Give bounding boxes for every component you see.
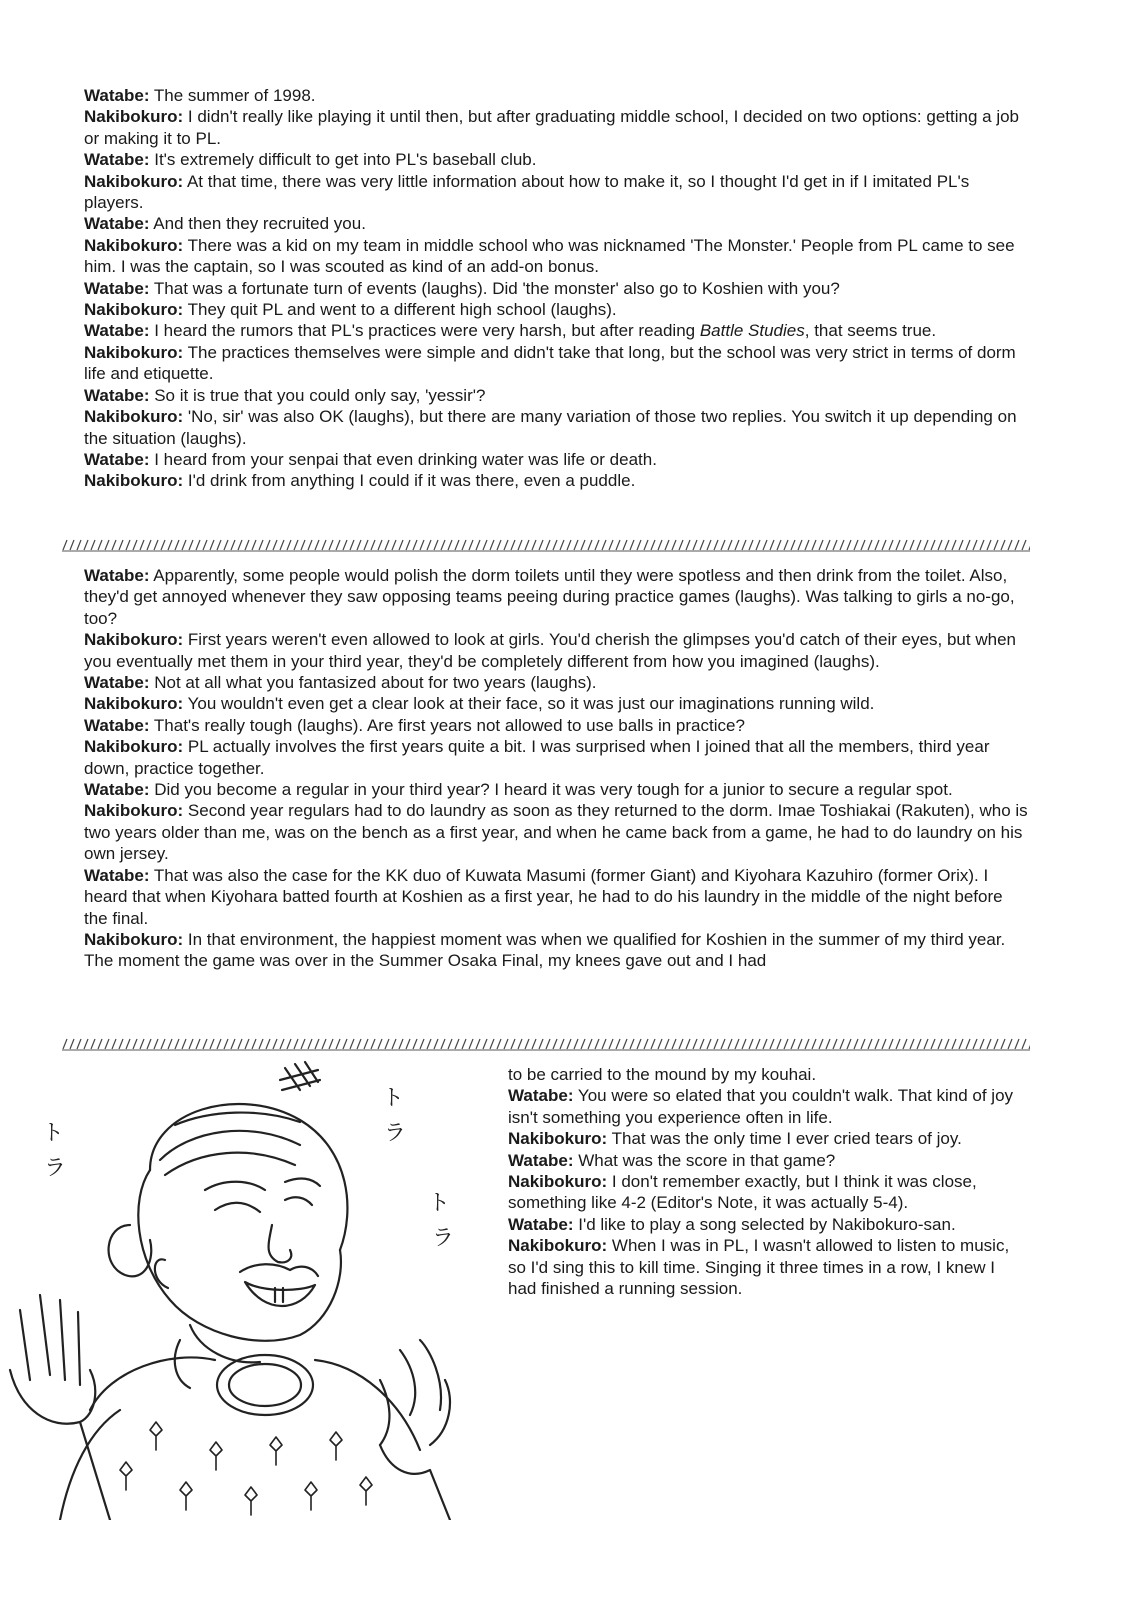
dialogue-line xyxy=(84,629,1029,672)
dialogue-text: I'd drink from anything I could if it was there, even a puddle. xyxy=(183,471,636,491)
speaker-name: Watabe: xyxy=(84,449,150,469)
speaker-name: Nakibokuro: xyxy=(508,1172,608,1192)
speaker-name: Watabe: xyxy=(84,214,150,234)
dialogue-text: I'd like to play a song selected by Nakibokuro-san. xyxy=(573,1214,956,1234)
dialogue-text: That's really tough (laughs). Are first years not allowed to use balls in practice? xyxy=(149,715,745,735)
dialogue-text: That was a fortunate turn of events (laughs). Did 'the monster' also go to Koshien with you? xyxy=(149,278,840,298)
laughing-man-illustration xyxy=(0,1050,495,1520)
dialogue-text: 'No, sir' was also OK (laughs), but there are many variation of those two replies. You switch it up depending on the situation (laughs). xyxy=(84,407,1017,448)
speaker-name: Watabe: xyxy=(508,1150,574,1170)
dialogue-text: I don't remember exactly, but I think it was close, something like 4-2 (Editor's Note, it was actually 5-4). xyxy=(508,1172,977,1213)
speaker-name: Nakibokuro: xyxy=(508,1129,608,1149)
dialogue-text: What was the score in that game? xyxy=(573,1150,836,1170)
dialogue-text: You were so elated that you couldn't walk. That kind of joy isn't something you experience often in life. xyxy=(508,1086,1014,1127)
dialogue-text: The practices themselves were simple and didn't take that long, but the school was very strict in terms of dorm life and etiquette. xyxy=(84,342,1016,384)
dialogue-line xyxy=(84,406,1029,449)
speaker-name: Nakibokuro: xyxy=(84,171,184,191)
dialogue-text: That was the only time I ever cried tears of joy. xyxy=(607,1129,962,1149)
dialogue-text: First years weren't even allowed to look at girls. You'd cherish the glimpses you'd catch of their eyes, but when you eventually met them in your third year, they'd be completely different from how you imagined (laughs). xyxy=(84,630,1016,671)
speaker-name: Watabe: xyxy=(84,865,150,885)
dialogue-text: The summer of 1998. xyxy=(149,86,316,105)
dialogue-text: PL actually involves the first years quite a bit. I was surprised when I joined that all the members, third year down, practice together. xyxy=(84,737,990,778)
sfx-katakana: ラ xyxy=(384,1121,407,1146)
dialogue-text: I heard the rumors that PL's practices were very harsh, but after reading xyxy=(149,321,700,341)
dialogue-line xyxy=(84,171,1029,214)
dialogue-text: Did you become a regular in your third year? I heard it was very tough for a junior to secure a regular spot. xyxy=(149,780,953,800)
dialogue-line xyxy=(508,1150,1028,1171)
dialogue-text: They quit PL and went to a different high school (laughs). xyxy=(183,300,617,320)
speaker-name: Nakibokuro: xyxy=(84,300,184,320)
dialogue-line xyxy=(84,449,1029,470)
interview-section-3 xyxy=(508,1064,1028,1299)
speaker-name: Nakibokuro: xyxy=(84,407,184,427)
dialogue-text: I heard from your senpai that even drinking water was life or death. xyxy=(149,449,657,469)
dialogue-line xyxy=(84,235,1029,278)
speaker-name: Nakibokuro: xyxy=(84,235,184,255)
interview-section-2 xyxy=(84,565,1029,972)
dialogue-line xyxy=(84,693,1029,714)
dialogue-line xyxy=(84,299,1029,320)
dialogue-text: , that seems true. xyxy=(804,321,937,341)
dialogue-line xyxy=(84,106,1029,149)
speaker-name: Watabe: xyxy=(508,1214,574,1234)
speaker-name: Watabe: xyxy=(508,1086,574,1106)
sfx-katakana: ト xyxy=(382,1086,405,1111)
dialogue-text: In that environment, the happiest moment was when we qualified for Koshien in the summer of my third year. The moment the game was over in the Summer Osaka Final, my knees gave out and I had xyxy=(84,929,1006,971)
dialogue-text: There was a kid on my team in middle school who was nicknamed 'The Monster.' People from PL came to see him. I was the captain, so I was scouted as kind of an add-on bonus. xyxy=(84,235,1015,277)
dialogue-line xyxy=(84,672,1029,693)
speaker-name: Watabe: xyxy=(84,321,150,341)
dialogue-line xyxy=(508,1085,1028,1128)
speaker-name: Nakibokuro: xyxy=(84,342,184,362)
dialogue-line xyxy=(508,1214,1028,1235)
speaker-name: Watabe: xyxy=(84,780,150,800)
dialogue-text: Not at all what you fantasized about for two years (laughs). xyxy=(149,673,597,693)
dialogue-line xyxy=(508,1128,1028,1149)
dialogue-line xyxy=(84,929,1029,972)
speaker-name: Watabe: xyxy=(84,150,150,170)
dialogue-text: It's extremely difficult to get into PL's baseball club. xyxy=(149,150,537,170)
divider-line xyxy=(62,538,1030,552)
dialogue-line xyxy=(84,779,1029,800)
dialogue-line xyxy=(84,278,1029,299)
sfx-katakana: ラ xyxy=(44,1156,67,1181)
dialogue-line xyxy=(84,736,1029,779)
dialogue-line xyxy=(84,342,1029,385)
dialogue-line xyxy=(84,149,1029,170)
dialogue-line xyxy=(84,385,1029,406)
dialogue-line xyxy=(84,800,1029,864)
dialogue-text: You wouldn't even get a clear look at their face, so it was just our imaginations running wild. xyxy=(183,694,875,714)
dialogue-text: I didn't really like playing it until then, but after graduating middle school, I decided on two options: getting a job or making it to PL. xyxy=(84,107,1020,148)
speaker-name: Nakibokuro: xyxy=(84,801,184,821)
dialogue-text: So it is true that you could only say, 'yessir'? xyxy=(149,385,486,405)
dialogue-text: At that time, there was very little information about how to make it, so I thought I'd get in if I imitated PL's players. xyxy=(84,171,970,213)
sfx-katakana: ト xyxy=(428,1191,451,1216)
interview-section-1 xyxy=(84,85,1029,492)
speaker-name: Nakibokuro: xyxy=(84,929,184,949)
dialogue-line xyxy=(84,865,1029,929)
dialogue-line xyxy=(84,213,1029,234)
speaker-name: Watabe: xyxy=(84,566,150,585)
divider-line xyxy=(62,1037,1030,1051)
dialogue-line xyxy=(84,320,1029,341)
speaker-name: Watabe: xyxy=(84,385,150,405)
speaker-name: Nakibokuro: xyxy=(84,107,184,127)
speaker-name: Nakibokuro: xyxy=(84,737,184,757)
dialogue-line xyxy=(84,715,1029,736)
dialogue-text: to be carried to the mound by my kouhai. xyxy=(508,1065,817,1084)
dialogue-line xyxy=(84,85,1029,106)
dialogue-text: That was also the case for the KK duo of Kuwata Masumi (former Giant) and Kiyohara Kazuhiro (former Orix). I heard that when Kiyohara batted fourth at Koshien as a first year, he had to do his laundry in the middle of the night before the final. xyxy=(84,865,1003,928)
dialogue-text: Apparently, some people would polish the dorm toilets until they were spotless and then drink from the toilet. Also, they'd get annoyed whenever they saw opposing teams peeing during practice games (laughs). Was talking to girls a no-go, too? xyxy=(84,566,1015,628)
speaker-name: Nakibokuro: xyxy=(84,694,184,714)
dialogue-text: When I was in PL, I wasn't allowed to listen to music, so I'd sing this to kill time. Singing it three times in a row, I knew I had finished a running session. xyxy=(508,1236,1010,1299)
dialogue-line xyxy=(508,1235,1028,1299)
dialogue-line xyxy=(84,565,1029,629)
speaker-name: Watabe: xyxy=(84,278,150,298)
dialogue-line xyxy=(508,1171,1028,1214)
dialogue-text: Second year regulars had to do laundry as soon as they returned to the dorm. Imae Toshiakai (Rakuten), who is two years older than me, was on the bench as a first year, and when he came back from a game, he had to do laundry on his own jersey. xyxy=(84,801,1028,864)
sfx-katakana: ト xyxy=(42,1121,65,1146)
speaker-name: Nakibokuro: xyxy=(84,471,184,491)
speaker-name: Watabe: xyxy=(84,715,150,735)
speaker-name: Nakibokuro: xyxy=(84,630,184,650)
dialogue-line xyxy=(84,470,1029,491)
speaker-name: Watabe: xyxy=(84,86,150,105)
book-title: Battle Studies xyxy=(699,321,805,341)
speaker-name: Watabe: xyxy=(84,673,150,693)
speaker-name: Nakibokuro: xyxy=(508,1236,608,1256)
dialogue-line xyxy=(508,1064,1028,1085)
dialogue-text: And then they recruited you. xyxy=(149,214,366,234)
sfx-katakana: ラ xyxy=(432,1226,455,1251)
